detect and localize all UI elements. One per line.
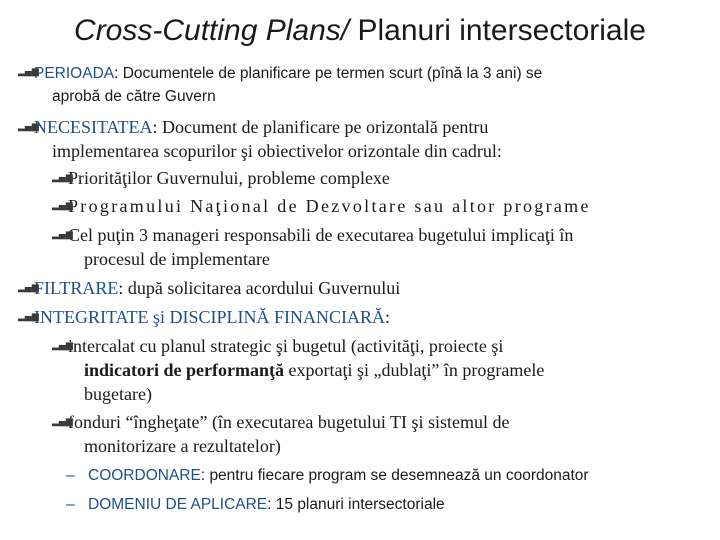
- perioada-term: PERIOADA: [34, 65, 115, 83]
- domeniu-term: DOMENIU DE APLICARE: [88, 496, 268, 513]
- integritate-term: INTEGRITATE şi DISCIPLINĂ FINANCIARĂ: [34, 307, 386, 327]
- integritate-sub1: ▂▄▆intercalat cu planul strategic şi bugetul (activităţi, proiecte şi: [52, 336, 504, 356]
- perioada-item: [18, 63, 542, 85]
- coordonare-item: [66, 465, 589, 487]
- dash-marker: –: [66, 496, 75, 513]
- necesitatea-text: : Document de planificare pe orizontală pentru: [152, 117, 489, 137]
- signal-bars-icon: ▂▄▆: [18, 67, 39, 77]
- integritate-sub2: ▂▄▆fonduri “îngheţate” (în executarea bugetului TI şi sistemul de: [52, 412, 510, 432]
- signal-bars-icon: ▂▄▆: [52, 340, 73, 351]
- performance-indicators-text: indicatori de performanţă: [84, 360, 284, 380]
- domeniu-text: : 15 planuri intersectoriale: [267, 496, 445, 513]
- necesitatea-sub2: ▂▄▆Programului Naţional de Dezvoltare sau altor programe: [52, 196, 591, 216]
- filtrare-item: [18, 277, 400, 301]
- signal-bars-icon: ▂▄▆: [52, 172, 73, 183]
- integritate-sub1-cont2: bugetare): [84, 384, 152, 404]
- domeniu-item: [66, 494, 445, 516]
- signal-bars-icon: ▂▄▆: [18, 311, 39, 322]
- title-english: Cross-Cutting Plans/: [74, 14, 350, 47]
- perioada-text: : Documentele de planificare pe termen scurt (pînă la 3 ani) se: [114, 65, 543, 83]
- necesitatea-term: NECESITATEA: [34, 117, 153, 137]
- necesitatea-sub1: ▂▄▆Priorităţilor Guvernului, probleme complexe: [52, 168, 390, 188]
- filtrare-term: FILTRARE: [34, 278, 119, 298]
- integritate-item: [18, 306, 390, 330]
- filtrare-text: : după solicitarea acordului Guvernului: [118, 278, 401, 298]
- slide-title: [0, 14, 720, 48]
- signal-bars-icon: ▂▄▆: [18, 282, 39, 293]
- dash-marker: –: [66, 467, 75, 484]
- necesitatea-sub3: ▂▄▆Cel puţin 3 manageri responsabili de executarea bugetului implicaţi în: [52, 225, 574, 245]
- integritate-sub1-cont: indicatori de performanţă exportaţi şi „dublaţi” în programele: [84, 360, 545, 380]
- title-romanian: Planuri intersectoriale: [357, 14, 646, 47]
- perioada-text-cont: aprobă de către Guvern: [52, 88, 216, 105]
- integritate-sub2-cont: monitorizare a rezultatelor): [84, 436, 281, 456]
- necesitatea-item: [18, 116, 488, 140]
- coordonare-text: : pentru fiecare program se desemnează un coordonator: [200, 467, 589, 484]
- signal-bars-icon: ▂▄▆: [52, 416, 73, 427]
- necesitatea-sub3-cont: procesul de implementare: [84, 249, 270, 269]
- signal-bars-icon: ▂▄▆: [18, 121, 39, 132]
- integritate-text: :: [385, 307, 391, 327]
- coordonare-term: COORDONARE: [88, 467, 201, 484]
- signal-bars-icon: ▂▄▆: [52, 200, 73, 211]
- necesitatea-text-cont: implementarea scopurilor şi obiectivelor orizontale din cadrul:: [52, 141, 502, 161]
- signal-bars-icon: ▂▄▆: [52, 229, 73, 240]
